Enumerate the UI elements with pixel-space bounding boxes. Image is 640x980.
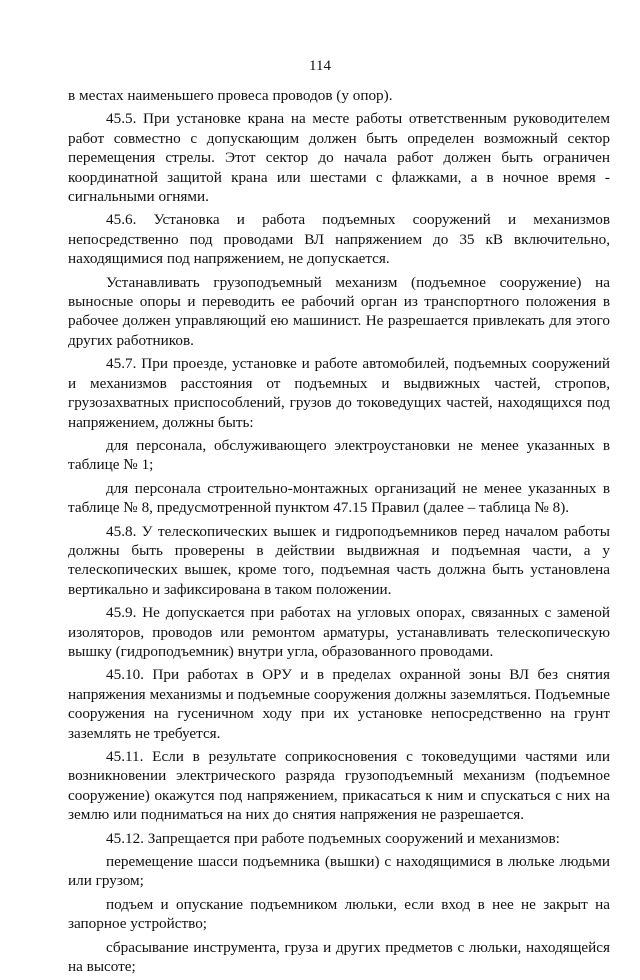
paragraph-45-11: 45.11. Если в результате соприкосновения с токоведущими частями или возникновении электрического разряда грузоподъемный механизм (подъемное сооружение) окажутся под напряжением, прикасаться к ним и спускаться с них на землю или подниматься на них до снятия напряжения не разрешается.: [68, 748, 610, 824]
paragraph-45-6: 45.6. Установка и работа подъемных сооружений и механизмов непосредственно под проводами ВЛ напряжением до 35 кВ включительно, находящимися под напряжением, не допускается.: [68, 211, 610, 268]
paragraph-continuation: в местах наименьшего провеса проводов (у опор).: [68, 87, 393, 104]
paragraph-45-12: 45.12. Запрещается при работе подъемных сооружений и механизмов:: [106, 829, 560, 847]
paragraph-45-9: 45.9. Не допускается при работах на угловых опорах, связанных с заменой изоляторов, проводов или ремонтом арматуры, устанавливать телескопическую вышку (гидроподъемник) внутри угла, образованного проводами.: [68, 604, 610, 660]
paragraph-personnel-table-8: для персонала строительно-монтажных организаций не менее указанных в таблице № 8, предусмотренной пунктом 47.15 Правил (далее – таблица № 8).: [68, 479, 610, 517]
paragraph-personnel-table-1: для персонала, обслуживающего электроустановки не менее указанных в таблице № 1;: [68, 436, 610, 474]
paragraph-45-7: 45.7. При проезде, установке и работе автомобилей, подъемных сооружений и механизмов расстояния от подъемных и выдвижных частей, стропов, грузозахватных приспособлений, грузов до токоведущих частей, находящихся под напряжением, должны быть:: [68, 355, 610, 431]
paragraph-45-10: 45.10. При работах в ОРУ и в пределах охранной зоны ВЛ без снятия напряжения механизмы и подъемные сооружения должны заземляться. Подъемные сооружения на гусеничном ходу при их установке непосредственно на грунт заземлять не требуется.: [68, 666, 610, 742]
paragraph-prohibition-drop: сбрасывание инструмента, груза и других предметов с люльки, находящейся на высоте;: [68, 938, 610, 976]
paragraph-prohibition-chassis: перемещение шасси подъемника (вышки) с находящимися в люльке людьми или грузом;: [68, 853, 610, 890]
paragraph-outriggers: Устанавливать грузоподъемный механизм (подъемное сооружение) на выносные опоры и переводить ее рабочий орган из транспортного положения в рабочее должен управляющий ею машинист. Не разрешается привлекать для этого других работников.: [68, 273, 610, 349]
paragraph-45-8: 45.8. У телескопических вышек и гидроподъемников перед началом работы должны быть проверены в действии выдвижная и подъемная части, а у телескопических вышек, кроме того, подъемная часть должна быть установлена вертикально и зафиксирована в таком положении.: [68, 522, 610, 598]
document-body: [68, 86, 610, 980]
paragraph-prohibition-lift: подъем и опускание подъемником люльки, если вход в нее не закрыт на запорное устройство;: [68, 895, 610, 933]
paragraph-45-5: 45.5. При установке крана на месте работы ответственным руководителем работ совместно с допускающим должен быть определен возможный сектор перемещения стрелы. Этот сектор до начала работ должен быть ограничен координатной защитой крана или шестами с флажками, а в ночное время - сигнальными огнями.: [68, 110, 610, 206]
page-number: 114: [309, 58, 331, 74]
